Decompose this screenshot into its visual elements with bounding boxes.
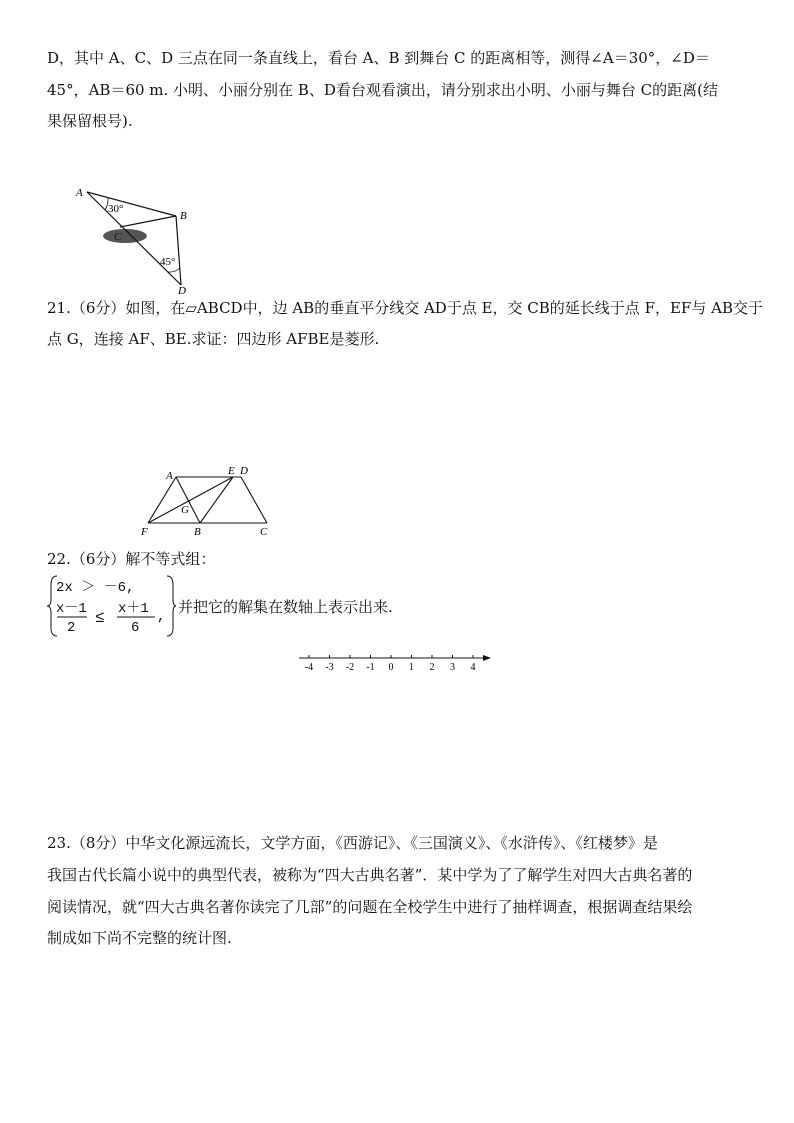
q23-text-line2: 我国古代长篇小说中的典型代表，被称为“四大古典名著”．某中学为了了解学生对四大古典名著的	[47, 866, 693, 884]
tick-label: 3	[450, 662, 455, 673]
tick-label: -2	[345, 662, 355, 673]
tick-label: -1	[366, 662, 375, 673]
leq-sign: ≤	[95, 609, 105, 627]
q20-figure	[70, 183, 200, 295]
label-g: G	[181, 504, 189, 516]
tick-label: 1	[409, 662, 414, 673]
tick-label: 2	[429, 662, 435, 673]
q23-text-line1: 23.（8分）中华文化源远流长，文学方面，《西游记》、《三国演义》、《水浒传》、《红楼梦》是	[47, 834, 658, 852]
q21-text-line1: 21.（6分）如图，在▱ABCD中，边 AB的垂直平分线交 AD于点 E，交 CB的延长线于点 F，EF与 AB交于	[47, 299, 763, 317]
q21-text-line2: 点 G，连接 AF、BE.求证：四边形 AFBE是菱形.	[47, 330, 380, 348]
label-b: B	[180, 210, 187, 222]
label-angle-a: 30°	[108, 203, 124, 215]
comma: ,	[157, 609, 166, 625]
tick-label: -4	[304, 662, 314, 673]
label-d: D	[240, 465, 248, 477]
q20-text-line2: 45°，AB＝60 m. 小明、小丽分别在 B、D看台观看演出，请分别求出小明、小丽与舞台 C的距离(结	[47, 81, 718, 99]
label-f: F	[141, 526, 148, 538]
tick-label: 4	[470, 662, 476, 673]
label-b: B	[194, 526, 201, 538]
q20-text-line1: D，其中 A、C、D 三点在同一条直线上，看台 A、B 到舞台 C 的距离相等，测得∠A＝30°，∠D＝	[47, 49, 710, 67]
inequality-system	[47, 573, 177, 639]
q22-instruction: 并把它的解集在数轴上表示出来.	[178, 598, 393, 616]
label-c: C	[260, 526, 268, 538]
label-e: E	[228, 465, 235, 477]
tick-label: 0	[388, 662, 394, 673]
q20-text-line3: 果保留根号).	[47, 112, 133, 130]
tick-label: -3	[325, 662, 334, 673]
number-line	[295, 650, 495, 675]
fraction-1-numerator: x－1	[56, 601, 87, 617]
label-a: A	[76, 187, 83, 199]
label-c: C	[114, 231, 122, 243]
q21-figure	[138, 462, 273, 540]
fraction-2-denominator: 6	[131, 620, 140, 636]
fraction-1-denominator: 2	[67, 620, 76, 636]
label-a: A	[166, 470, 173, 482]
q22-text-line1: 22.（6分）解不等式组：	[47, 550, 216, 568]
label-angle-d: 45°	[160, 256, 176, 268]
fraction-2-numerator: x＋1	[118, 601, 149, 617]
q23-text-line3: 阅读情况，就“四大古典名著你读完了几部”的问题在全校学生中进行了抽样调查，根据调查结果绘	[47, 898, 693, 916]
inequality-1: 2x ＞ －6,	[56, 580, 135, 596]
stage-c-shape	[103, 229, 147, 243]
label-d: D	[178, 285, 186, 295]
q23-text-line4: 制成如下尚不完整的统计图.	[47, 929, 232, 947]
